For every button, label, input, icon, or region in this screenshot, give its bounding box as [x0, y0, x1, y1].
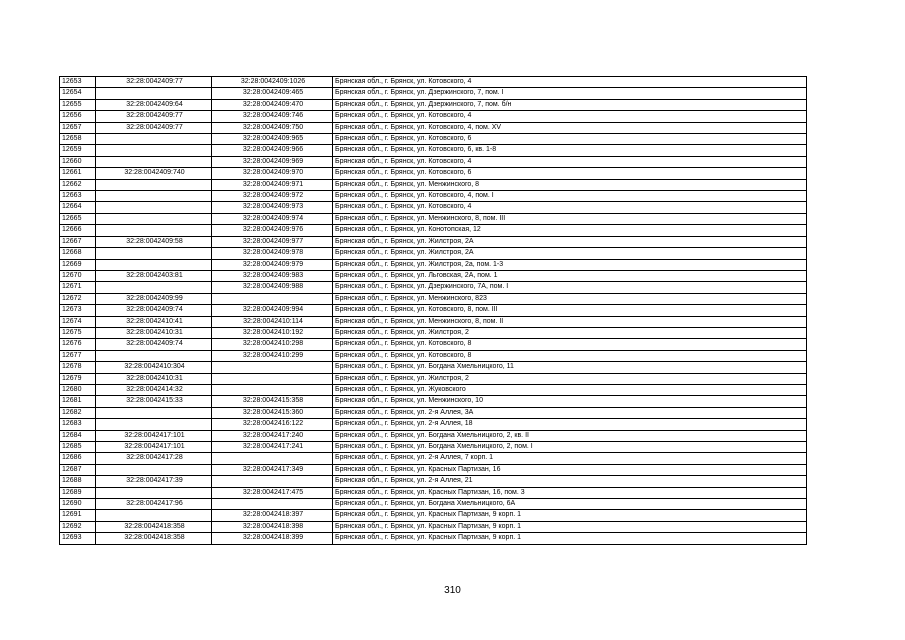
row-number-cell: 12675	[60, 327, 96, 338]
row-number-cell: 12670	[60, 270, 96, 281]
table-row	[60, 236, 807, 247]
row-number-cell: 12673	[60, 305, 96, 316]
row-number-cell: 12693	[60, 533, 96, 544]
table-row	[60, 156, 807, 167]
table-row	[60, 145, 807, 156]
table-row	[60, 248, 807, 259]
address-cell: Брянская обл., г. Брянск, ул. 2-я Аллея, 7 корп. 1	[333, 453, 807, 464]
table-row	[60, 533, 807, 544]
address-cell: Брянская обл., г. Брянск, ул. Льговская, 2А, пом. 1	[333, 270, 807, 281]
parent-cadastral-number-cell: 32:28:0042403:81	[96, 270, 212, 281]
row-number-cell: 12672	[60, 293, 96, 304]
cadastral-number-cell: 32:28:0042416:122	[212, 419, 333, 430]
row-number-cell: 12682	[60, 407, 96, 418]
row-number-cell: 12656	[60, 111, 96, 122]
row-number-cell: 12671	[60, 282, 96, 293]
address-cell: Брянская обл., г. Брянск, ул. Менжинского, 823	[333, 293, 807, 304]
parent-cadastral-number-cell: 32:28:0042409:58	[96, 236, 212, 247]
table-row	[60, 476, 807, 487]
address-cell: Брянская обл., г. Брянск, ул. Богдана Хмельницкого, 2, кв. II	[333, 430, 807, 441]
parent-cadastral-number-cell: 32:28:0042409:99	[96, 293, 212, 304]
table-row	[60, 430, 807, 441]
row-number-cell: 12686	[60, 453, 96, 464]
address-cell: Брянская обл., г. Брянск, ул. Дзержинского, 7, пом. I	[333, 88, 807, 99]
parent-cadastral-number-cell	[96, 510, 212, 521]
table-row	[60, 213, 807, 224]
address-cell: Брянская обл., г. Брянск, ул. Красных Партизан, 16, пом. 3	[333, 487, 807, 498]
address-cell: Брянская обл., г. Брянск, ул. Жилстроя, 2А	[333, 248, 807, 259]
cadastral-number-cell: 32:28:0042409:966	[212, 145, 333, 156]
parent-cadastral-number-cell: 32:28:0042414:32	[96, 384, 212, 395]
table-row	[60, 259, 807, 270]
address-cell: Брянская обл., г. Брянск, ул. Котовского, 6	[333, 134, 807, 145]
cadastral-number-cell: 32:28:0042409:988	[212, 282, 333, 293]
cadastral-number-cell	[212, 362, 333, 373]
cadastral-number-cell: 32:28:0042409:976	[212, 225, 333, 236]
parent-cadastral-number-cell	[96, 88, 212, 99]
table-row	[60, 396, 807, 407]
cadastral-number-cell: 32:28:0042409:978	[212, 248, 333, 259]
parent-cadastral-number-cell: 32:28:0042409:77	[96, 111, 212, 122]
parent-cadastral-number-cell	[96, 156, 212, 167]
parent-cadastral-number-cell	[96, 350, 212, 361]
cadastral-number-cell: 32:28:0042409:470	[212, 99, 333, 110]
table-row	[60, 327, 807, 338]
parent-cadastral-number-cell: 32:28:0042410:31	[96, 373, 212, 384]
cadastral-number-cell: 32:28:0042409:969	[212, 156, 333, 167]
parent-cadastral-number-cell: 32:28:0042409:64	[96, 99, 212, 110]
parent-cadastral-number-cell: 32:28:0042409:740	[96, 168, 212, 179]
table-row	[60, 453, 807, 464]
parent-cadastral-number-cell: 32:28:0042409:74	[96, 305, 212, 316]
address-cell: Брянская обл., г. Брянск, ул. Жилстроя, 2а, пом. 1-3	[333, 259, 807, 270]
row-number-cell: 12668	[60, 248, 96, 259]
cadastral-number-cell: 32:28:0042410:114	[212, 316, 333, 327]
row-number-cell: 12664	[60, 202, 96, 213]
row-number-cell: 12658	[60, 134, 96, 145]
page-number: 310	[444, 585, 461, 596]
parent-cadastral-number-cell: 32:28:0042415:33	[96, 396, 212, 407]
row-number-cell: 12669	[60, 259, 96, 270]
cadastral-number-cell: 32:28:0042409:965	[212, 134, 333, 145]
parent-cadastral-number-cell	[96, 464, 212, 475]
row-number-cell: 12657	[60, 122, 96, 133]
cadastral-number-cell	[212, 476, 333, 487]
table-row	[60, 316, 807, 327]
table-row	[60, 99, 807, 110]
row-number-cell: 12659	[60, 145, 96, 156]
cadastral-number-cell: 32:28:0042417:349	[212, 464, 333, 475]
address-cell: Брянская обл., г. Брянск, ул. Котовского, 6, кв. 1-8	[333, 145, 807, 156]
cadastral-number-cell	[212, 373, 333, 384]
cadastral-number-cell: 32:28:0042409:979	[212, 259, 333, 270]
cadastral-number-cell: 32:28:0042410:192	[212, 327, 333, 338]
parent-cadastral-number-cell	[96, 259, 212, 270]
parent-cadastral-number-cell	[96, 225, 212, 236]
cadastral-number-cell: 32:28:0042409:970	[212, 168, 333, 179]
parent-cadastral-number-cell	[96, 191, 212, 202]
address-cell: Брянская обл., г. Брянск, ул. Дзержинского, 7А, пом. I	[333, 282, 807, 293]
parent-cadastral-number-cell	[96, 282, 212, 293]
table-row	[60, 168, 807, 179]
row-number-cell: 12655	[60, 99, 96, 110]
row-number-cell: 12690	[60, 499, 96, 510]
cadastral-number-cell: 32:28:0042415:358	[212, 396, 333, 407]
address-cell: Брянская обл., г. Брянск, ул. Красных Партизан, 9 корп. 1	[333, 533, 807, 544]
table-row	[60, 464, 807, 475]
address-cell: Брянская обл., г. Брянск, ул. Котовского, 8, пом. III	[333, 305, 807, 316]
row-number-cell: 12681	[60, 396, 96, 407]
row-number-cell: 12677	[60, 350, 96, 361]
row-number-cell: 12674	[60, 316, 96, 327]
row-number-cell: 12685	[60, 442, 96, 453]
parent-cadastral-number-cell: 32:28:0042409:77	[96, 77, 212, 88]
parent-cadastral-number-cell: 32:28:0042417:28	[96, 453, 212, 464]
address-cell: Брянская обл., г. Брянск, ул. 2-я Аллея, 21	[333, 476, 807, 487]
parent-cadastral-number-cell: 32:28:0042418:358	[96, 533, 212, 544]
table-row	[60, 384, 807, 395]
row-number-cell: 12653	[60, 77, 96, 88]
table-row	[60, 499, 807, 510]
cadastral-number-cell	[212, 453, 333, 464]
table-row	[60, 270, 807, 281]
row-number-cell: 12660	[60, 156, 96, 167]
cadastral-number-cell: 32:28:0042409:973	[212, 202, 333, 213]
registry-table	[59, 76, 807, 545]
table-row	[60, 373, 807, 384]
address-cell: Брянская обл., г. Брянск, ул. Богдана Хмельницкого, 6А	[333, 499, 807, 510]
cadastral-number-cell: 32:28:0042417:241	[212, 442, 333, 453]
table-row	[60, 350, 807, 361]
cadastral-number-cell: 32:28:0042409:974	[212, 213, 333, 224]
address-cell: Брянская обл., г. Брянск, ул. Котовского, 8	[333, 339, 807, 350]
table-row	[60, 362, 807, 373]
row-number-cell: 12666	[60, 225, 96, 236]
cadastral-number-cell: 32:28:0042417:475	[212, 487, 333, 498]
parent-cadastral-number-cell	[96, 407, 212, 418]
cadastral-number-cell: 32:28:0042409:750	[212, 122, 333, 133]
parent-cadastral-number-cell: 32:28:0042410:31	[96, 327, 212, 338]
table-row	[60, 191, 807, 202]
address-cell: Брянская обл., г. Брянск, ул. Котовского, 6	[333, 168, 807, 179]
parent-cadastral-number-cell	[96, 179, 212, 190]
table-row	[60, 305, 807, 316]
address-cell: Брянская обл., г. Брянск, ул. Менжинского, 8, пом. III	[333, 213, 807, 224]
table-row	[60, 134, 807, 145]
table-row	[60, 282, 807, 293]
parent-cadastral-number-cell: 32:28:0042417:101	[96, 430, 212, 441]
parent-cadastral-number-cell: 32:28:0042409:77	[96, 122, 212, 133]
table-row	[60, 122, 807, 133]
address-cell: Брянская обл., г. Брянск, ул. Менжинского, 8	[333, 179, 807, 190]
cadastral-number-cell: 32:28:0042409:977	[212, 236, 333, 247]
parent-cadastral-number-cell	[96, 419, 212, 430]
cadastral-number-cell	[212, 384, 333, 395]
cadastral-number-cell: 32:28:0042409:465	[212, 88, 333, 99]
row-number-cell: 12680	[60, 384, 96, 395]
cadastral-number-cell: 32:28:0042409:994	[212, 305, 333, 316]
table-row	[60, 293, 807, 304]
row-number-cell: 12654	[60, 88, 96, 99]
address-cell: Брянская обл., г. Брянск, ул. Дзержинского, 7, пом. б/н	[333, 99, 807, 110]
address-cell: Брянская обл., г. Брянск, ул. Красных Партизан, 9 корп. 1	[333, 510, 807, 521]
parent-cadastral-number-cell	[96, 487, 212, 498]
parent-cadastral-number-cell	[96, 145, 212, 156]
parent-cadastral-number-cell: 32:28:0042410:304	[96, 362, 212, 373]
cadastral-number-cell: 32:28:0042410:299	[212, 350, 333, 361]
parent-cadastral-number-cell	[96, 248, 212, 259]
parent-cadastral-number-cell: 32:28:0042409:74	[96, 339, 212, 350]
row-number-cell: 12689	[60, 487, 96, 498]
address-cell: Брянская обл., г. Брянск, ул. 2-я Аллея, 3А	[333, 407, 807, 418]
table-row	[60, 487, 807, 498]
row-number-cell: 12692	[60, 521, 96, 532]
row-number-cell: 12683	[60, 419, 96, 430]
address-cell: Брянская обл., г. Брянск, ул. Жилстроя, 2А	[333, 236, 807, 247]
address-cell: Брянская обл., г. Брянск, ул. Менжинского, 10	[333, 396, 807, 407]
row-number-cell: 12665	[60, 213, 96, 224]
cadastral-number-cell: 32:28:0042410:298	[212, 339, 333, 350]
address-cell: Брянская обл., г. Брянск, ул. Конотопская, 12	[333, 225, 807, 236]
row-number-cell: 12679	[60, 373, 96, 384]
row-number-cell: 12678	[60, 362, 96, 373]
cadastral-number-cell	[212, 293, 333, 304]
parent-cadastral-number-cell	[96, 202, 212, 213]
cadastral-number-cell: 32:28:0042415:360	[212, 407, 333, 418]
cadastral-number-cell: 32:28:0042409:746	[212, 111, 333, 122]
cadastral-number-cell: 32:28:0042418:397	[212, 510, 333, 521]
address-cell: Брянская обл., г. Брянск, ул. Богдана Хмельницкого, 11	[333, 362, 807, 373]
parent-cadastral-number-cell	[96, 134, 212, 145]
row-number-cell: 12687	[60, 464, 96, 475]
row-number-cell: 12667	[60, 236, 96, 247]
parent-cadastral-number-cell	[96, 213, 212, 224]
address-cell: Брянская обл., г. Брянск, ул. 2-я Аллея, 18	[333, 419, 807, 430]
table-row	[60, 225, 807, 236]
table-row	[60, 419, 807, 430]
parent-cadastral-number-cell: 32:28:0042410:41	[96, 316, 212, 327]
cadastral-number-cell: 32:28:0042409:971	[212, 179, 333, 190]
parent-cadastral-number-cell: 32:28:0042417:39	[96, 476, 212, 487]
address-cell: Брянская обл., г. Брянск, ул. Менжинского, 8, пом. II	[333, 316, 807, 327]
table-row	[60, 521, 807, 532]
table-row	[60, 179, 807, 190]
table-row	[60, 88, 807, 99]
address-cell: Брянская обл., г. Брянск, ул. Жилстроя, 2	[333, 373, 807, 384]
table-row	[60, 339, 807, 350]
row-number-cell: 12691	[60, 510, 96, 521]
row-number-cell: 12684	[60, 430, 96, 441]
cadastral-number-cell: 32:28:0042409:1026	[212, 77, 333, 88]
table-row	[60, 442, 807, 453]
address-cell: Брянская обл., г. Брянск, ул. Котовского, 4	[333, 77, 807, 88]
cadastral-number-cell: 32:28:0042417:240	[212, 430, 333, 441]
address-cell: Брянская обл., г. Брянск, ул. Котовского, 4, пом. XV	[333, 122, 807, 133]
parent-cadastral-number-cell: 32:28:0042417:96	[96, 499, 212, 510]
address-cell: Брянская обл., г. Брянск, ул. Жилстроя, 2	[333, 327, 807, 338]
address-cell: Брянская обл., г. Брянск, ул. Красных Партизан, 16	[333, 464, 807, 475]
address-cell: Брянская обл., г. Брянск, ул. Котовского, 4	[333, 111, 807, 122]
row-number-cell: 12688	[60, 476, 96, 487]
address-cell: Брянская обл., г. Брянск, ул. Жуковского	[333, 384, 807, 395]
address-cell: Брянская обл., г. Брянск, ул. Котовского, 4, пом. I	[333, 191, 807, 202]
cadastral-number-cell: 32:28:0042418:398	[212, 521, 333, 532]
parent-cadastral-number-cell: 32:28:0042417:101	[96, 442, 212, 453]
row-number-cell: 12663	[60, 191, 96, 202]
row-number-cell: 12676	[60, 339, 96, 350]
address-cell: Брянская обл., г. Брянск, ул. Котовского, 8	[333, 350, 807, 361]
address-cell: Брянская обл., г. Брянск, ул. Котовского, 4	[333, 202, 807, 213]
table-row	[60, 111, 807, 122]
cadastral-number-cell: 32:28:0042409:972	[212, 191, 333, 202]
row-number-cell: 12662	[60, 179, 96, 190]
cadastral-number-cell: 32:28:0042409:983	[212, 270, 333, 281]
address-cell: Брянская обл., г. Брянск, ул. Богдана Хмельницкого, 2, пом. I	[333, 442, 807, 453]
table-row	[60, 202, 807, 213]
cadastral-number-cell: 32:28:0042418:399	[212, 533, 333, 544]
registry-table-body	[60, 77, 807, 545]
address-cell: Брянская обл., г. Брянск, ул. Котовского, 4	[333, 156, 807, 167]
table-row	[60, 510, 807, 521]
row-number-cell: 12661	[60, 168, 96, 179]
table-row	[60, 77, 807, 88]
address-cell: Брянская обл., г. Брянск, ул. Красных Партизан, 9 корп. 1	[333, 521, 807, 532]
cadastral-number-cell	[212, 499, 333, 510]
parent-cadastral-number-cell: 32:28:0042418:358	[96, 521, 212, 532]
table-row	[60, 407, 807, 418]
